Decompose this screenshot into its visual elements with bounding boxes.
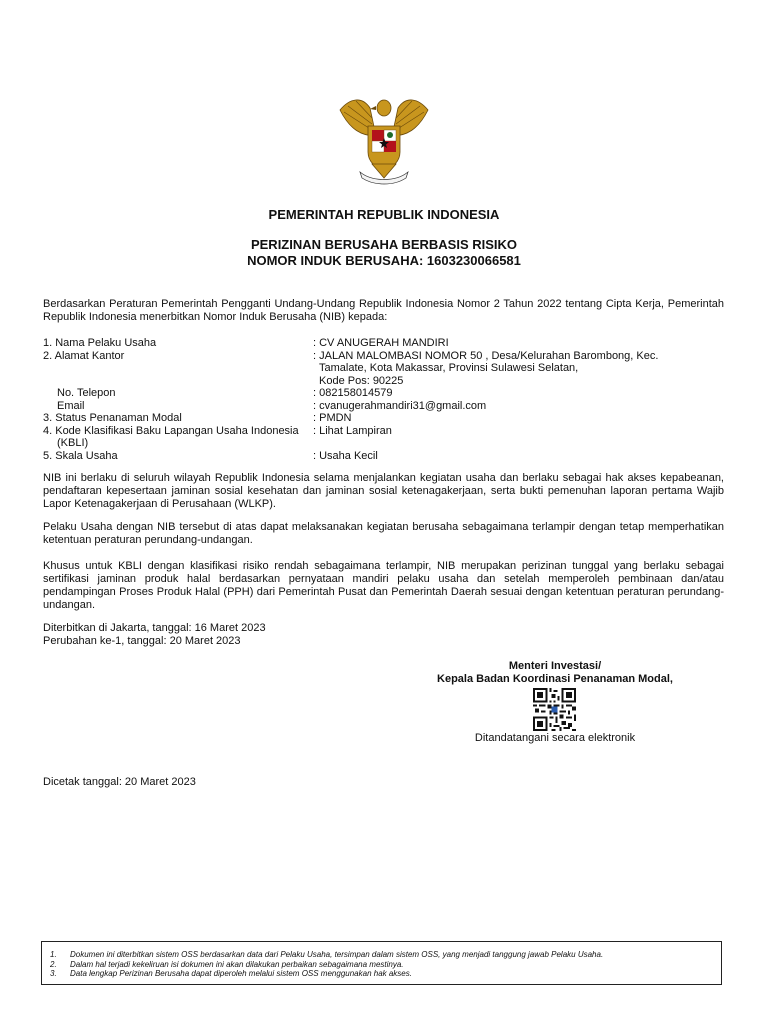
signatory-title [405, 660, 705, 686]
footnote-number: 1. [50, 950, 57, 959]
footnote-text: Dokumen ini diterbitkan sistem OSS berdasarkan data dari Pelaku Usaha, tersimpan dalam sistem OSS, yang menjadi tanggung jawab Pelaku Usaha. [70, 950, 604, 959]
kbli-label-line-1: 4. Kode Klasifikasi Baku Lapangan Usaha Indonesia [43, 424, 299, 437]
field-value: : cvanugerahmandiri31@gmail.com [313, 399, 487, 412]
footnote-text: Dalam hal terjadi kekeliruan isi dokumen ini akan dilakukan perbaikan sebagaimana mestinya. [70, 959, 404, 969]
field-row-email [43, 400, 724, 413]
field-row-alamat [43, 350, 724, 388]
field-row-nama [43, 337, 724, 350]
business-fields [43, 337, 724, 462]
field-value: : Usaha Kecil [313, 449, 378, 462]
validity-paragraph: NIB ini berlaku di seluruh wilayah Republik Indonesia selama menjalankan kegiatan usaha dan berlaku sebagai hak akses kepabeanan, pendaftaran kepesertaan jaminan sosial kesehatan dan jaminan sosial ketenagakerjaan, serta bukti pemenuhan laporan pertama Wajib Lapor Ketenagakerjaan di Perusahaan (WLKP). [43, 472, 724, 510]
electronic-signature-note: Ditandatangani secara elektronik [474, 732, 636, 744]
garuda-emblem-icon [332, 90, 436, 190]
field-value [313, 350, 724, 388]
qr-code-icon [533, 688, 576, 731]
field-row-skala [43, 450, 724, 463]
kbli-label-line-2: (KBLI) [57, 437, 89, 449]
field-label: 2. Alamat Kantor [43, 349, 125, 362]
field-value: : CV ANUGERAH MANDIRI [313, 337, 449, 349]
footnote-item [50, 969, 721, 979]
footnote-box [41, 941, 722, 985]
footnote-text: Data lengkap Perizinan Berusaha dapat diperoleh melalui sistem OSS menggunakan hak akses. [70, 969, 412, 978]
issued-date: Diterbitkan di Jakarta, tanggal: 16 Maret 2023 [43, 622, 266, 634]
issue-dates [43, 622, 266, 648]
field-value: : 082158014579 [313, 387, 393, 399]
field-row-status [43, 412, 724, 425]
field-label: 3. Status Penanaman Modal [43, 412, 182, 424]
address-line-3: Kode Pos: 90225 [319, 374, 404, 387]
field-label: No. Telepon [57, 387, 116, 399]
address-line-1: : JALAN MALOMBASI NOMOR 50 , Desa/Kelurahan Barombong, Kec. [313, 349, 659, 362]
footnote-number: 2. [50, 959, 57, 969]
signatory-line-1: Menteri Investasi/ [508, 660, 602, 672]
footnote-number: 3. [50, 969, 57, 978]
field-value: : Lihat Lampiran [313, 424, 392, 437]
nib-number: NOMOR INDUK BERUSAHA: 1603230066581 [247, 253, 521, 268]
halal-paragraph: Khusus untuk KBLI dengan klasifikasi risiko rendah sebagaimana terlampir, NIB merupakan perizinan tunggal yang berlaku sebagai sertifikasi jaminan produk halal berdasarkan pernyataan mandiri pelaku usaha dan setelah memperoleh pembinaan dan/atau pendampingan Proses Produk Halal (PPH) dari Pemerintah Pusat dan Pemerintah Daerah sesuai dengan ketentuan peraturan perundang-undangan. [43, 560, 724, 611]
footnote-item [50, 960, 721, 970]
address-line-2: Tamalate, Kota Makassar, Provinsi Sulawesi Selatan, [319, 362, 579, 374]
change-date: Perubahan ke-1, tanggal: 20 Maret 2023 [43, 635, 241, 647]
field-label: Email [57, 399, 85, 412]
field-row-telepon [43, 387, 724, 400]
field-label: 5. Skala Usaha [43, 449, 118, 462]
government-title: PEMERINTAH REPUBLIK INDONESIA [268, 207, 500, 222]
footnote-item [50, 950, 721, 960]
permit-title: PERIZINAN BERUSAHA BERBASIS RISIKO [250, 237, 518, 252]
field-label: 1. Nama Pelaku Usaha [43, 337, 157, 349]
printed-date: Dicetak tanggal: 20 Maret 2023 [43, 776, 196, 788]
permission-paragraph: Pelaku Usaha dengan NIB tersebut di atas dapat melaksanakan kegiatan berusaha sebagaimana terlampir dengan tetap memperhatikan ketentuan peraturan perundang-undangan. [43, 521, 724, 546]
intro-paragraph: Berdasarkan Peraturan Pemerintah Pengganti Undang-Undang Republik Indonesia Nomor 2 Tahun 2022 tentang Cipta Kerja, Pemerintah Republik Indonesia menerbitkan Nomor Induk Berusaha (NIB) kepada: [43, 298, 724, 323]
field-label [43, 425, 313, 450]
field-row-kbli [43, 425, 724, 450]
field-value: : PMDN [313, 412, 352, 424]
signatory-line-2: Kepala Badan Koordinasi Penanaman Modal, [437, 673, 673, 685]
